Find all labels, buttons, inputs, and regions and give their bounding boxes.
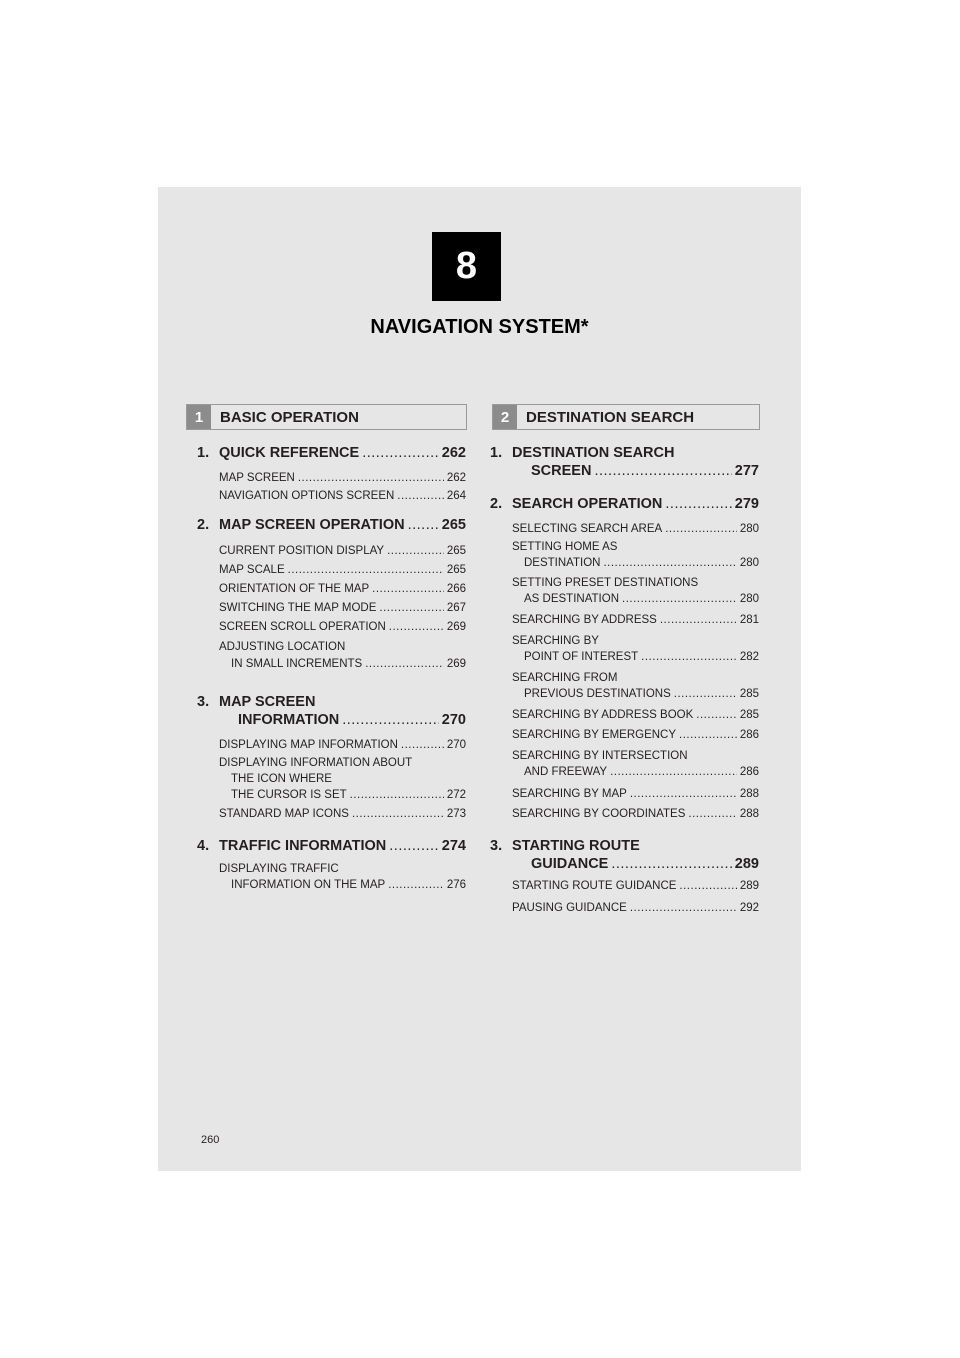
toc-sub-link[interactable]: SEARCHING BY MAP ..... 288	[490, 788, 759, 800]
section-number: 2	[493, 405, 517, 429]
toc-sub-link[interactable]: SETTING HOME AS	[512, 541, 618, 553]
toc-sub-link-cont[interactable]: THE CURSOR IS SET ..... 272	[197, 789, 466, 801]
toc-sub-link[interactable]: SCREEN SCROLL OPERATION ..... 269	[197, 621, 466, 633]
dot-leader	[362, 445, 439, 461]
toc-heading-link[interactable]: 1. QUICK REFERENCE ..... 262	[197, 445, 466, 461]
toc-heading-link-cont[interactable]: SCREEN ..... 277	[490, 463, 759, 479]
toc-sub-link[interactable]: SEARCHING BY	[512, 635, 599, 647]
chapter-number-box: 8	[432, 232, 501, 301]
toc-heading-link[interactable]: 4. TRAFFIC INFORMATION ..... 274	[197, 838, 466, 854]
toc-sub-link-cont[interactable]: INFORMATION ON THE MAP ..... 276	[197, 879, 466, 891]
toc-sub-link[interactable]: STARTING ROUTE GUIDANCE ..... 289	[490, 880, 759, 892]
section-title: DESTINATION SEARCH	[526, 408, 695, 426]
toc-sub-link[interactable]: PAUSING GUIDANCE ..... 292	[490, 902, 759, 914]
toc-heading-text: QUICK REFERENCE	[219, 445, 360, 461]
chapter-title: NAVIGATION SYSTEM*	[370, 316, 589, 338]
left-toc-column	[197, 0, 466, 1358]
toc-sub-link[interactable]: SWITCHING THE MAP MODE ..... 267	[197, 602, 466, 614]
toc-heading-link[interactable]: 2. MAP SCREEN OPERATION ..... 265	[197, 517, 466, 533]
toc-sub-link[interactable]: SETTING PRESET DESTINATIONS	[512, 577, 699, 589]
toc-sub-link[interactable]: SELECTING SEARCH AREA ..... 280	[490, 523, 759, 535]
toc-sub-link-cont[interactable]: POINT OF INTEREST ..... 282	[490, 651, 759, 663]
toc-heading-link[interactable]: 3. STARTING ROUTE	[490, 838, 640, 854]
toc-sub-link-cont[interactable]: AND FREEWAY ..... 286	[490, 766, 759, 778]
toc-sub-link[interactable]: MAP SCALE ..... 265	[197, 564, 466, 576]
right-toc-column	[490, 0, 759, 1358]
toc-sub-link[interactable]: ORIENTATION OF THE MAP ..... 266	[197, 583, 466, 595]
toc-sub-link-cont[interactable]: THE ICON WHERE	[231, 773, 332, 785]
page-number: 260	[201, 1134, 220, 1146]
toc-sub-link-cont[interactable]: DESTINATION ..... 280	[490, 557, 759, 569]
toc-sub-link-cont[interactable]: AS DESTINATION ..... 280	[490, 593, 759, 605]
toc-heading-link-cont[interactable]: GUIDANCE ..... 289	[490, 856, 759, 872]
toc-page-number: 262	[441, 445, 466, 461]
section-number: 1	[187, 405, 211, 429]
toc-sub-link[interactable]: SEARCHING BY INTERSECTION	[512, 750, 688, 762]
toc-sub-link[interactable]: DISPLAYING MAP INFORMATION ..... 270	[197, 739, 466, 751]
toc-sub-link-cont[interactable]: IN SMALL INCREMENTS ..... 269	[197, 658, 466, 670]
toc-heading-link[interactable]: 3. MAP SCREEN	[197, 694, 316, 710]
toc-sub-link[interactable]: CURRENT POSITION DISPLAY ..... 265	[197, 545, 466, 557]
toc-sub-link[interactable]: MAP SCREEN ..... 262	[197, 472, 466, 484]
toc-heading-link[interactable]: 1. DESTINATION SEARCH	[490, 445, 675, 461]
toc-sub-link[interactable]: DISPLAYING TRAFFIC	[219, 863, 339, 875]
toc-sub-link[interactable]: SEARCHING BY ADDRESS ..... 281	[490, 614, 759, 626]
section-title: BASIC OPERATION	[220, 408, 359, 426]
toc-heading-link[interactable]: 2. SEARCH OPERATION ..... 279	[490, 496, 759, 512]
toc-sub-link[interactable]: NAVIGATION OPTIONS SCREEN ..... 264	[197, 490, 466, 502]
toc-heading-link-cont[interactable]: INFORMATION ..... 270	[197, 712, 466, 728]
toc-sub-link[interactable]: STANDARD MAP ICONS ..... 273	[197, 808, 466, 820]
toc-sub-link[interactable]: SEARCHING BY ADDRESS BOOK ..... 285	[490, 709, 759, 721]
toc-sub-link[interactable]: ADJUSTING LOCATION	[219, 641, 346, 653]
toc-sub-link[interactable]: SEARCHING FROM	[512, 672, 618, 684]
toc-sub-link[interactable]: SEARCHING BY EMERGENCY ..... 286	[490, 729, 759, 741]
toc-sub-link[interactable]: DISPLAYING INFORMATION ABOUT	[219, 757, 413, 769]
toc-sub-link-cont[interactable]: PREVIOUS DESTINATIONS ..... 285	[490, 688, 759, 700]
toc-sub-link[interactable]: SEARCHING BY COORDINATES ..... 288	[490, 808, 759, 820]
